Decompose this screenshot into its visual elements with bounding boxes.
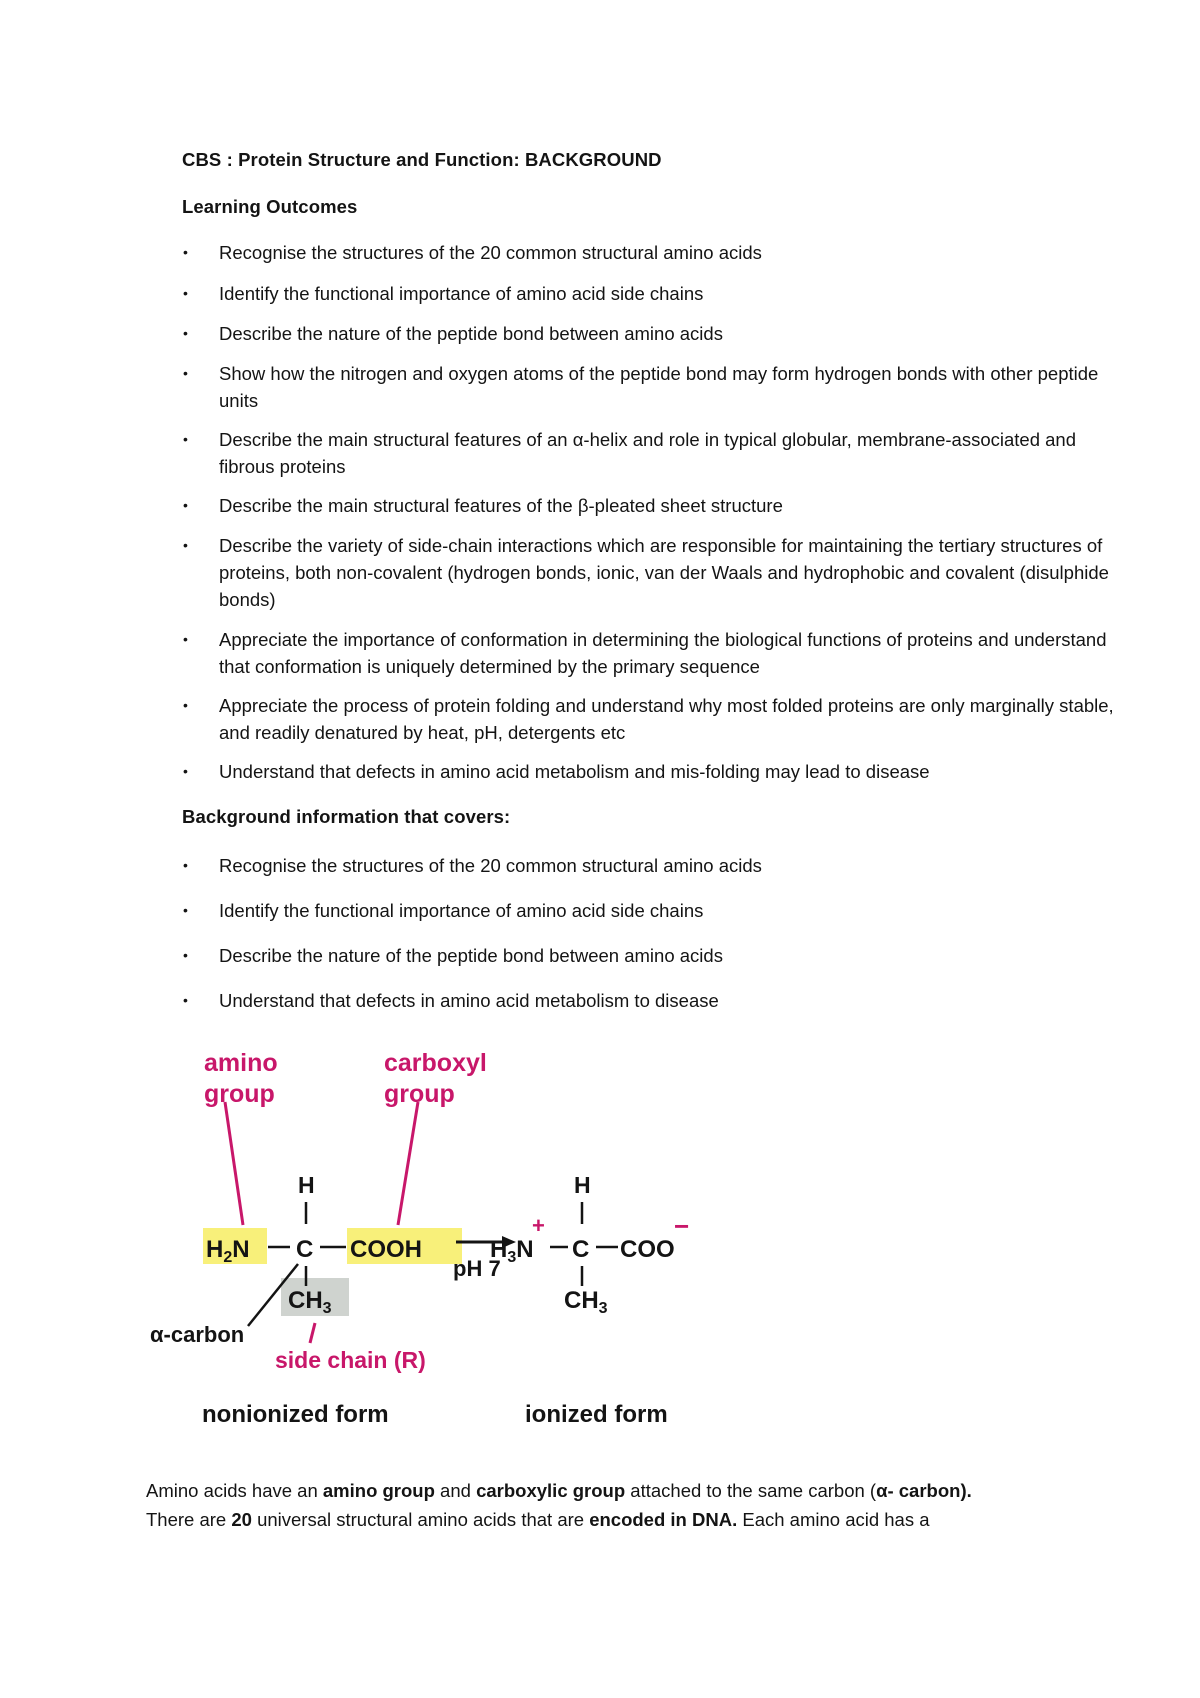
list-item: • Describe the main structural features of the β-pleated sheet structure <box>219 492 1119 519</box>
list-item: • Describe the nature of the peptide bond between amino acids <box>219 320 1119 347</box>
ionized-caption: ionized form <box>525 1401 668 1428</box>
list-item: • Recognise the structures of the 20 common structural amino acids <box>219 852 1119 879</box>
list-item: • Understand that defects in amino acid metabolism and mis-folding may lead to disease <box>219 758 1119 785</box>
hydrogen-atom: H <box>298 1172 315 1198</box>
list-item: • Identify the functional importance of amino acid side chains <box>219 897 1119 924</box>
alpha-carbon-atom: C <box>296 1236 314 1263</box>
list-item: • Understand that defects in amino acid metabolism to disease <box>219 987 1119 1014</box>
nonionized-caption: nonionized form <box>202 1401 389 1428</box>
bullet-icon: • <box>183 285 188 301</box>
amino-acid-figure <box>150 1030 750 1450</box>
bullet-icon: • <box>183 631 188 647</box>
bullet-icon: • <box>183 325 188 341</box>
amino-pointer-line <box>225 1102 243 1225</box>
carboxylate-formula: COO <box>620 1236 675 1263</box>
positive-charge: + <box>532 1213 545 1238</box>
list-item: • Describe the main structural features of an α-helix and role in typical globular, membrane-associated and fibrous proteins <box>219 426 1119 480</box>
bullet-icon: • <box>183 697 188 713</box>
amino-group-formula: $H_2N$ <box>206 1236 250 1266</box>
intro-paragraph: Amino acids have an amino group and carboxylic group attached to the same carbon (α- carbon). There are 20 universal structural amino acids that are encoded in DNA. Each amino acid has a <box>146 1480 972 1530</box>
background-heading: Background information that covers: <box>182 806 511 827</box>
bullet-icon: • <box>183 947 188 963</box>
bullet-icon: • <box>183 902 188 918</box>
negative-charge: − <box>674 1211 690 1241</box>
ammonium-formula: $H_3N$ <box>490 1236 534 1266</box>
carboxyl-group-label-2: group <box>384 1080 455 1108</box>
list-item: • Recognise the structures of the 20 common structural amino acids <box>219 239 1119 266</box>
side-chain-formula: $CH_3$ <box>564 1287 608 1317</box>
carboxyl-formula: COOH <box>350 1236 422 1263</box>
side-chain-label: side chain (R) <box>275 1347 426 1373</box>
list-item: • Identify the functional importance of amino acid side chains <box>219 280 1119 307</box>
side-chain-formula: $CH_3$ <box>288 1287 332 1317</box>
list-item: • Appreciate the importance of conformation in determining the biological functions of proteins and understand that conformation is uniquely determined by the primary sequence <box>219 626 1119 680</box>
bullet-icon: • <box>183 365 188 381</box>
side-chain-pointer-line <box>310 1323 315 1343</box>
hydrogen-atom: H <box>574 1172 591 1198</box>
carboxyl-group-label: carboxyl <box>384 1049 487 1077</box>
list-item: • Appreciate the process of protein folding and understand why most folded proteins are only marginally stable, and readily denatured by heat, pH, detergents etc <box>219 692 1119 746</box>
bullet-icon: • <box>183 857 188 873</box>
carboxyl-pointer-line <box>398 1102 418 1225</box>
bullet-icon: • <box>183 497 188 513</box>
list-item: • Describe the variety of side-chain interactions which are responsible for maintaining the tertiary structures of proteins, both non-covalent (hydrogen bonds, ionic, van der Waals and hydrophobic and covalent (disulphide bonds) <box>219 532 1119 613</box>
alpha-carbon-atom: C <box>572 1236 590 1263</box>
list-item: • Describe the nature of the peptide bond between amino acids <box>219 942 1119 969</box>
list-item: • Show how the nitrogen and oxygen atoms of the peptide bond may form hydrogen bonds with other peptide units <box>219 360 1119 414</box>
amino-group-label-2: group <box>204 1080 275 1108</box>
bullet-icon: • <box>183 992 188 1008</box>
learning-outcomes-heading: Learning Outcomes <box>182 196 358 217</box>
bullet-icon: • <box>183 537 188 553</box>
bullet-icon: • <box>183 431 188 447</box>
bullet-icon: • <box>183 244 188 260</box>
document-title: CBS : Protein Structure and Function: BACKGROUND <box>182 149 662 170</box>
amino-acid-diagram <box>150 1030 750 1450</box>
alpha-carbon-label: α-carbon <box>150 1322 245 1347</box>
amino-group-label: amino <box>204 1049 278 1077</box>
bullet-icon: • <box>183 763 188 779</box>
ph-label: pH 7 <box>453 1256 501 1281</box>
